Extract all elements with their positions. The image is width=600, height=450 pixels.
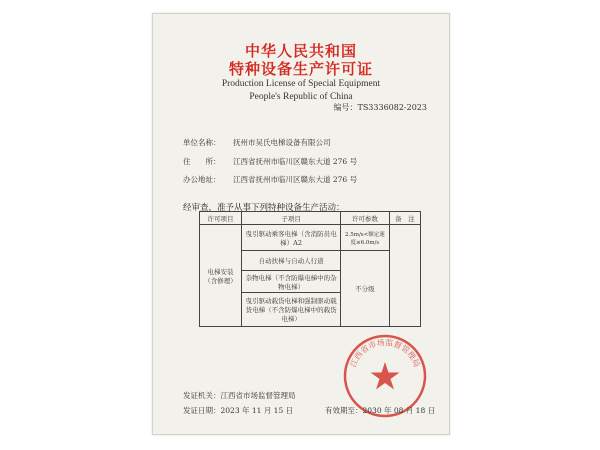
- cell-param: 2.5m/s<额定速度≤6.0m/s: [341, 225, 390, 251]
- valid-until: 有效期至：2030 年 08 月 18 日: [325, 406, 436, 415]
- seal-text: 江西省市场监督管理局: [348, 337, 422, 369]
- issue-date: 发证日期：2023 年 11 月 15 日: [183, 406, 294, 415]
- header-item: 许可项目: [200, 212, 242, 225]
- issuer-value: 江西省市场监督管理局: [220, 391, 296, 400]
- address-label: 住 所：: [183, 157, 221, 166]
- table-header-row: [200, 212, 421, 225]
- company-row: [183, 137, 331, 148]
- intro-text: 经审查，准予从事下列特种设备生产活动：: [183, 203, 345, 213]
- office-row: [183, 174, 357, 185]
- license-table: [199, 211, 421, 327]
- cell-sub: 杂物电梯（不含防爆电梯中的杂物电梯）: [242, 271, 341, 293]
- cell-sub: 曳引驱动乘客电梯（含消防员电梯）A2: [242, 225, 341, 251]
- title-english-line1: Production License of Special Equipment: [221, 79, 381, 89]
- cell-note: [389, 225, 420, 327]
- cell-item: 电梯安装（含修理）: [200, 225, 242, 327]
- title-chinese-line2: 特种设备生产许可证: [228, 60, 373, 78]
- table-row: [200, 225, 421, 251]
- header-sub: 子项目: [242, 212, 341, 225]
- cell-sub: 自动扶梯与自动人行道: [242, 251, 341, 271]
- license-document: [152, 13, 450, 435]
- title-english-line2: People's Republic of China: [249, 92, 353, 102]
- header-param: 许可参数: [341, 212, 390, 225]
- office-label: 办公地址：: [183, 175, 221, 184]
- header-note: 备 注: [389, 212, 420, 225]
- office-value: 江西省抚州市临川区赣东大道 276 号: [233, 175, 358, 184]
- serial-number: 编号：TS3336082-2023: [333, 103, 427, 112]
- issuer-row: [183, 390, 296, 401]
- company-name: 抚州市吴氏电梯设备有限公司: [233, 138, 331, 147]
- title-chinese-line1: 中华人民共和国: [244, 42, 357, 60]
- issuer-label: 发证机关：: [183, 391, 221, 400]
- address-row: [183, 156, 357, 167]
- seal-star-icon: [371, 362, 400, 390]
- cell-sub: 曳引驱动载货电梯和强制驱动载货电梯（不含防爆电梯中的载货电梯）: [242, 293, 341, 327]
- cell-param-merged: 不分级: [341, 251, 390, 327]
- address-value: 江西省抚州市临川区赣东大道 276 号: [233, 157, 358, 166]
- company-label: 单位名称：: [183, 138, 221, 147]
